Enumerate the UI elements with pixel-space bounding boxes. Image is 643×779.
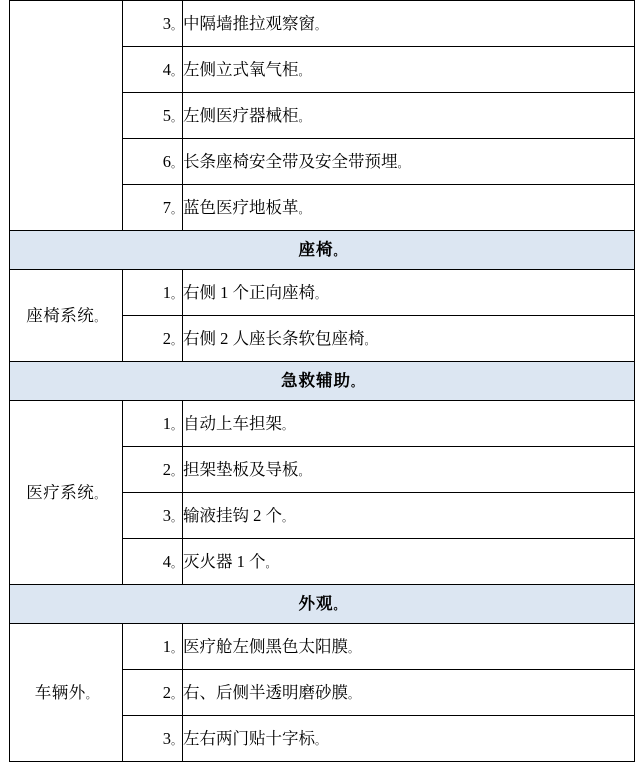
item-description-cell — [183, 1, 635, 47]
item-number-cell — [123, 670, 183, 716]
table-row — [10, 624, 635, 670]
table-row — [10, 270, 635, 316]
item-description-cell — [183, 47, 635, 93]
section-title-text: 外观 — [298, 594, 334, 614]
item-number-cell — [123, 1, 183, 47]
category-label: 座椅系统 — [26, 305, 95, 325]
item-number-cell — [123, 139, 183, 185]
section-title-text: 急救辅助 — [281, 371, 351, 391]
paragraph-mark: 。 — [171, 511, 182, 524]
item-description-cell — [183, 716, 635, 762]
item-description: 医疗舱左侧黑色太阳膜 — [183, 636, 348, 656]
section-title — [10, 231, 635, 270]
item-number: 2 — [162, 682, 171, 702]
item-description-cell — [183, 401, 635, 447]
paragraph-mark: 。 — [348, 642, 359, 655]
paragraph-mark: 。 — [298, 465, 310, 478]
paragraph-mark: 。 — [171, 157, 182, 170]
item-number-cell — [123, 716, 183, 762]
paragraph-mark: 。 — [171, 557, 182, 570]
item-number: 3 — [162, 13, 171, 33]
paragraph-mark: 。 — [282, 419, 293, 432]
item-number: 4 — [162, 551, 171, 571]
category-cell — [10, 1, 123, 231]
item-description: 担架垫板及导板 — [183, 459, 299, 479]
paragraph-mark: 。 — [298, 111, 310, 124]
item-description-cell — [183, 447, 635, 493]
item-description-cell — [183, 624, 635, 670]
table-section-header — [10, 362, 635, 401]
item-number: 3 — [162, 505, 171, 525]
item-number: 1 — [162, 413, 171, 433]
item-description: 蓝色医疗地板革 — [183, 197, 299, 217]
item-description: 中隔墙推拉观察窗 — [183, 13, 315, 33]
item-number-cell — [123, 493, 183, 539]
category-cell — [10, 270, 123, 362]
paragraph-mark: 。 — [171, 465, 182, 478]
section-title — [10, 362, 635, 401]
paragraph-mark: 。 — [397, 157, 409, 170]
section-title-text: 座椅 — [298, 240, 334, 260]
item-description-cell — [183, 93, 635, 139]
paragraph-mark: 。 — [171, 111, 182, 124]
item-description: 右、后侧半透明磨砂膜 — [183, 682, 348, 702]
item-number: 1 — [162, 282, 171, 302]
category-label: 医疗系统 — [26, 482, 95, 502]
item-description-cell — [183, 493, 635, 539]
item-description: 输液挂钩 2 个 — [183, 505, 282, 525]
paragraph-mark: 。 — [333, 600, 346, 613]
category-label: 车辆外 — [34, 682, 86, 702]
specification-table — [9, 0, 635, 762]
item-description: 左侧医疗器械柜 — [183, 105, 299, 125]
paragraph-mark: 。 — [94, 311, 106, 324]
paragraph-mark: 。 — [171, 688, 182, 701]
paragraph-mark: 。 — [315, 288, 326, 301]
item-number-cell — [123, 93, 183, 139]
table-section-header — [10, 585, 635, 624]
paragraph-mark: 。 — [171, 65, 182, 78]
paragraph-mark: 。 — [282, 511, 293, 524]
paragraph-mark: 。 — [171, 334, 182, 347]
item-description-cell — [183, 185, 635, 231]
item-description-cell — [183, 139, 635, 185]
paragraph-mark: 。 — [298, 203, 310, 216]
item-description: 长条座椅安全带及安全带预埋 — [183, 151, 398, 171]
table-row — [10, 401, 635, 447]
item-number-cell — [123, 624, 183, 670]
item-number-cell — [123, 47, 183, 93]
category-cell — [10, 624, 123, 762]
paragraph-mark: 。 — [171, 734, 182, 747]
category-cell — [10, 401, 123, 585]
paragraph-mark: 。 — [315, 734, 326, 747]
item-number-cell — [123, 401, 183, 447]
item-description: 右侧 2 人座长条软包座椅 — [183, 328, 365, 348]
paragraph-mark: 。 — [351, 377, 363, 390]
item-description-cell — [183, 316, 635, 362]
paragraph-mark: 。 — [171, 419, 182, 432]
paragraph-mark: 。 — [333, 246, 346, 259]
item-description: 灭火器 1 个 — [183, 551, 266, 571]
item-number-cell — [123, 270, 183, 316]
item-description: 自动上车担架 — [183, 413, 282, 433]
item-description-cell — [183, 539, 635, 585]
item-description: 左右两门贴十字标 — [183, 728, 315, 748]
paragraph-mark: 。 — [171, 203, 182, 216]
item-description-cell — [183, 670, 635, 716]
item-number-cell — [123, 539, 183, 585]
table-body — [10, 1, 635, 762]
paragraph-mark: 。 — [85, 688, 98, 701]
item-number: 7 — [162, 197, 171, 217]
paragraph-mark: 。 — [265, 557, 277, 570]
paragraph-mark: 。 — [364, 334, 376, 347]
table-row — [10, 1, 635, 47]
item-description: 左侧立式氧气柜 — [183, 59, 299, 79]
item-number: 5 — [162, 105, 171, 125]
paragraph-mark: 。 — [171, 19, 182, 32]
item-description: 右侧 1 个正向座椅 — [183, 282, 315, 302]
section-title — [10, 585, 635, 624]
item-number: 3 — [162, 728, 171, 748]
item-number-cell — [123, 185, 183, 231]
paragraph-mark: 。 — [315, 19, 326, 32]
item-description-cell — [183, 270, 635, 316]
paragraph-mark: 。 — [94, 488, 106, 501]
paragraph-mark: 。 — [348, 688, 359, 701]
paragraph-mark: 。 — [171, 288, 182, 301]
item-number: 1 — [162, 636, 171, 656]
table-section-header — [10, 231, 635, 270]
item-number: 2 — [162, 328, 171, 348]
paragraph-mark: 。 — [298, 65, 310, 78]
paragraph-mark: 。 — [171, 642, 182, 655]
item-number: 2 — [162, 459, 171, 479]
item-number-cell — [123, 447, 183, 493]
item-number-cell — [123, 316, 183, 362]
item-number: 4 — [162, 59, 171, 79]
item-number: 6 — [162, 151, 171, 171]
